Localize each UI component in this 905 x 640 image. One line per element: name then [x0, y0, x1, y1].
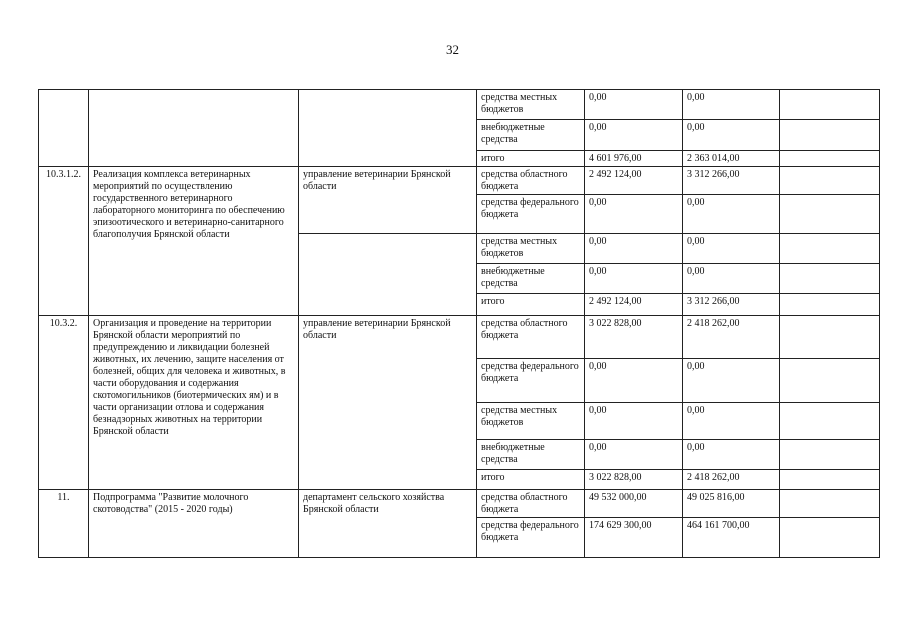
- row-number: 10.3.1.2.: [39, 167, 89, 316]
- table-row: [39, 167, 880, 195]
- empty-cell: [780, 195, 880, 234]
- funding-source: внебюджетные средства: [477, 120, 585, 151]
- funding-value-2: 3 312 266,00: [683, 167, 780, 195]
- funding-value-1: 0,00: [585, 90, 683, 120]
- funding-value-1: 2 492 124,00: [585, 294, 683, 316]
- activity-name: Реализация комплекса ветеринарных мероприятий по осуществлению государственного ветеринарного лабораторного мониторинга по обеспечению эпизоотического и ветеринарно-санитарного благополучия Брянской области: [89, 167, 299, 316]
- funding-source: средства федерального бюджета: [477, 518, 585, 558]
- table-row: [39, 316, 880, 359]
- funding-value-1: 0,00: [585, 264, 683, 294]
- empty-cell: [780, 90, 880, 120]
- empty-cell: [780, 151, 880, 167]
- empty-cell: [780, 264, 880, 294]
- funding-value-2: 3 312 266,00: [683, 294, 780, 316]
- empty-cell: [780, 518, 880, 558]
- row-number: 11.: [39, 490, 89, 558]
- funding-source: средства местных бюджетов: [477, 90, 585, 120]
- funding-source: средства областного бюджета: [477, 490, 585, 518]
- executor: [299, 90, 477, 167]
- activity-name: [89, 90, 299, 167]
- budget-table-body: [39, 90, 880, 558]
- funding-value-1: 0,00: [585, 234, 683, 264]
- funding-value-1: 0,00: [585, 359, 683, 403]
- funding-source: итого: [477, 294, 585, 316]
- funding-source: итого: [477, 151, 585, 167]
- funding-value-2: 464 161 700,00: [683, 518, 780, 558]
- empty-cell: [780, 120, 880, 151]
- table-row: [39, 90, 880, 120]
- funding-value-1: 3 022 828,00: [585, 470, 683, 490]
- funding-source: итого: [477, 470, 585, 490]
- funding-value-1: 49 532 000,00: [585, 490, 683, 518]
- funding-value-2: 0,00: [683, 195, 780, 234]
- funding-value-2: 0,00: [683, 403, 780, 440]
- empty-cell: [780, 440, 880, 470]
- empty-cell: [780, 470, 880, 490]
- empty-cell: [780, 403, 880, 440]
- funding-value-1: 3 022 828,00: [585, 316, 683, 359]
- empty-cell: [780, 167, 880, 195]
- funding-value-2: 0,00: [683, 264, 780, 294]
- funding-source: средства федерального бюджета: [477, 195, 585, 234]
- empty-cell: [780, 234, 880, 264]
- funding-value-2: 2 363 014,00: [683, 151, 780, 167]
- funding-source: внебюджетные средства: [477, 440, 585, 470]
- table-row: [39, 490, 880, 518]
- funding-value-1: 0,00: [585, 440, 683, 470]
- budget-table: [38, 89, 880, 558]
- funding-value-2: 2 418 262,00: [683, 316, 780, 359]
- funding-value-1: 0,00: [585, 403, 683, 440]
- empty-cell: [780, 294, 880, 316]
- funding-value-1: 4 601 976,00: [585, 151, 683, 167]
- row-number: [39, 90, 89, 167]
- empty-cell: [780, 359, 880, 403]
- empty-cell: [780, 490, 880, 518]
- activity-name: Подпрограмма "Развитие молочного скотоводства" (2015 - 2020 годы): [89, 490, 299, 558]
- funding-source: средства областного бюджета: [477, 167, 585, 195]
- funding-value-2: 0,00: [683, 359, 780, 403]
- activity-name: Организация и проведение на территории Брянской области мероприятий по предупреждению и ликвидации болезней животных, их лечению, защите населения от болезней, общих для человека и животных, в части оборудования и содержания скотомогильников (биотермических ям) и в части организации отлова и содержания безнадзорных животных на территории Брянской области: [89, 316, 299, 490]
- funding-value-1: 0,00: [585, 195, 683, 234]
- executor: управление ветеринарии Брянской области: [299, 316, 477, 490]
- funding-source: средства федерального бюджета: [477, 359, 585, 403]
- empty-cell: [299, 234, 477, 316]
- funding-value-2: 2 418 262,00: [683, 470, 780, 490]
- page-number: 32: [446, 42, 459, 57]
- funding-source: внебюджетные средства: [477, 264, 585, 294]
- row-number: 10.3.2.: [39, 316, 89, 490]
- funding-value-1: 2 492 124,00: [585, 167, 683, 195]
- funding-source: средства местных бюджетов: [477, 234, 585, 264]
- funding-value-2: 0,00: [683, 440, 780, 470]
- funding-source: средства областного бюджета: [477, 316, 585, 359]
- funding-value-2: 0,00: [683, 234, 780, 264]
- empty-cell: [780, 316, 880, 359]
- funding-value-1: 0,00: [585, 120, 683, 151]
- executor: департамент сельского хозяйства Брянской области: [299, 490, 477, 558]
- funding-value-2: 0,00: [683, 120, 780, 151]
- funding-value-1: 174 629 300,00: [585, 518, 683, 558]
- funding-value-2: 0,00: [683, 90, 780, 120]
- funding-source: средства местных бюджетов: [477, 403, 585, 440]
- funding-value-2: 49 025 816,00: [683, 490, 780, 518]
- executor: управление ветеринарии Брянской области: [299, 167, 477, 234]
